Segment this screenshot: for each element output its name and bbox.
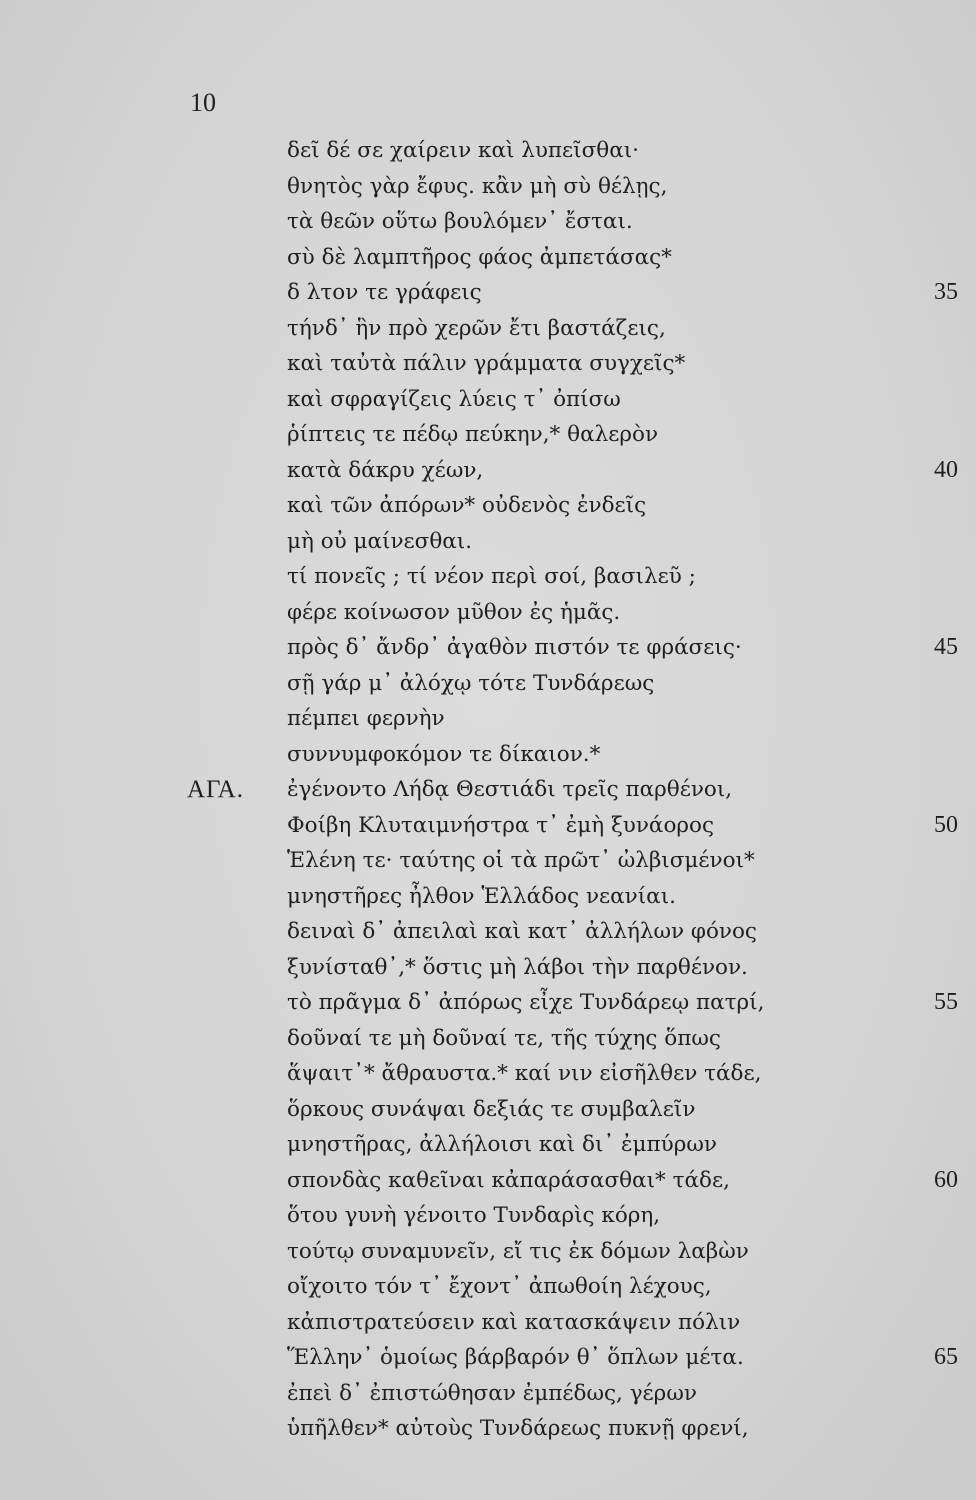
verse-line: [0, 737, 976, 773]
verse-text-line: συννυμφοκόμον τε δίκαιον.*: [287, 741, 601, 767]
verse-text-line: ὅτου γυνὴ γένοιτο Τυνδαρὶς κόρη,: [287, 1203, 661, 1228]
verse-text-line: Ἑλένη τε· ταύτης οἱ τὰ πρῶτ᾽ ὠλβισμένοι*: [287, 848, 755, 873]
verse-line: [0, 559, 976, 595]
verse-line: [0, 1056, 976, 1092]
verse-line: [0, 1376, 976, 1412]
verse-text-line: κατὰ δάκρυ χέων,: [287, 457, 484, 483]
verse-text-line: οἴχοιτο τόν τ᾽ ἔχοντ᾽ ἀπωθοίη λέχους,: [287, 1274, 712, 1299]
verse-text-line: πέμπει φερνὴν: [287, 706, 445, 731]
verse-line: [0, 1305, 976, 1341]
verse-line: [0, 1021, 976, 1057]
line-number: 40: [934, 456, 958, 483]
verse-text-line: Φοίβη Κλυταιμνήστρα τ᾽ ἐμὴ ξυνάορος: [287, 812, 715, 838]
speaker-label: ΑΓΑ.: [187, 776, 244, 803]
verse-text-line: ἐγένοντο Λήδᾳ Θεστιάδι τρεῖς παρθένοι,: [287, 777, 733, 802]
verse-line: [0, 1092, 976, 1128]
line-number: 45: [934, 634, 958, 660]
verse-text-line: φέρε κοίνωσον μῦθον ἐς ἡμᾶς.: [287, 599, 621, 625]
verse-text-line: καὶ σφραγίζεις λύεις τ᾽ ὀπίσω: [287, 386, 621, 412]
verse-text-line: ἅψαιτ᾽* ἄθραυστα.* καί νιν εἰσῆλθεν τάδε,: [287, 1061, 762, 1086]
line-number: 60: [934, 1166, 958, 1193]
verse-text-line: ἐπεὶ δ᾽ ἐπιστώθησαν ἐμπέδως, γέρων: [287, 1380, 697, 1406]
verse-line: [0, 240, 976, 276]
verse-text-line: σῇ γάρ μ᾽ ἀλόχῳ τότε Τυνδάρεως: [287, 670, 655, 696]
verse-line: [0, 1234, 976, 1270]
verse-text-line: μνηστῆρες ἦλθον Ἑλλάδος νεανίαι.: [287, 883, 676, 909]
verse-line: [0, 1411, 976, 1447]
verse-text-line: ὅρκους συνάψαι δεξιάς τε συμβαλεῖν: [287, 1096, 696, 1122]
verse-text-line: μνηστῆρας, ἀλλήλοισι καὶ δι᾽ ἐμπύρων: [287, 1132, 717, 1157]
verse-line: [0, 595, 976, 631]
verse-text-line: δειναὶ δ᾽ ἀπειλαὶ καὶ κατ᾽ ἀλλήλων φόνος: [287, 919, 757, 944]
verse-line: [0, 488, 976, 524]
verse-line: [0, 701, 976, 737]
verse-line: [0, 1269, 976, 1305]
verse-text-line: δοῦναί τε μὴ δοῦναί τε, τῆς τύχης ὅπως: [287, 1025, 721, 1051]
verse-line: [0, 417, 976, 453]
verse-text-line: τί πονεῖς ; τί νέον περὶ σοί, βασιλεῦ ;: [287, 564, 696, 589]
verse-line: [0, 169, 976, 205]
verse-text-line: τήνδ᾽ ἣν πρὸ χερῶν ἔτι βαστάζεις,: [287, 315, 666, 341]
verse-line: [0, 914, 976, 950]
verse-line: [0, 879, 976, 915]
verse-text-line: θνητὸς γὰρ ἔφυς. κἂν μὴ σὺ θέλῃς,: [287, 173, 668, 199]
verse-text-line: σὺ δὲ λαμπτῆρος φάος ἀμπετάσας*: [287, 244, 672, 270]
verse-line: [0, 346, 976, 382]
verse-text-line: ῥίπτεις τε πέδῳ πεύκην,* θαλερὸν: [287, 422, 659, 447]
verse-text: [0, 133, 976, 1447]
verse-line: [0, 843, 976, 879]
verse-text-line: σπονδὰς καθεῖναι κἀπαράσασθαι* τάδε,: [287, 1167, 730, 1193]
line-number: 50: [934, 811, 958, 838]
verse-line: [0, 133, 976, 169]
verse-line: [0, 311, 976, 347]
verse-text-line: δεῖ δέ σε χαίρειν καὶ λυπεῖσθαι·: [287, 138, 640, 163]
verse-text-line: μὴ οὐ μαίνεσθαι.: [287, 528, 473, 554]
verse-text-line: τὸ πρᾶγμα δ᾽ ἀπόρως εἶχε Τυνδάρεῳ πατρί,: [287, 990, 765, 1015]
verse-line: [0, 666, 976, 702]
verse-text-line: πρὸς δ᾽ ἄνδρ᾽ ἀγαθὸν πιστόν τε φράσεις·: [287, 635, 742, 660]
verse-text-line: κἀπιστρατεύσειν καὶ κατασκάψειν πόλιν: [287, 1309, 741, 1335]
line-number: 35: [934, 279, 958, 305]
verse-text-line: τὰ θεῶν οὕτω βουλόμεν᾽ ἔσται.: [287, 209, 633, 234]
line-number: 55: [934, 989, 958, 1015]
verse-line: [0, 382, 976, 418]
line-number: 65: [934, 1344, 958, 1370]
verse-line: [0, 524, 976, 560]
verse-text-line: τούτῳ συναμυνεῖν, εἴ τις ἐκ δόμων λαβὼν: [287, 1238, 749, 1264]
verse-line: [0, 808, 976, 844]
verse-text-line: καὶ τῶν ἀπόρων* οὐδενὸς ἐνδεῖς: [287, 493, 647, 518]
verse-text-line: Ἕλλην᾽ ὁμοίως βάρβαρόν θ᾽ ὅπλων μέτα.: [287, 1345, 744, 1370]
verse-line: [0, 950, 976, 986]
verse-text-line: καὶ ταὐτὰ πάλιν γράμματα συγχεῖς*: [287, 351, 686, 376]
verse-line: [0, 275, 976, 311]
verse-line: [0, 772, 976, 808]
verse-line: [0, 204, 976, 240]
verse-text-line: ὑπῆλθεν* αὐτοὺς Τυνδάρεως πυκνῇ φρενί,: [287, 1416, 749, 1441]
verse-line: [0, 1127, 976, 1163]
verse-text-line: δ λτον τε γράφεις: [287, 280, 482, 305]
verse-line: [0, 1198, 976, 1234]
verse-line: [0, 1163, 976, 1199]
verse-line: [0, 985, 976, 1021]
verse-line: [0, 453, 976, 489]
verse-line: [0, 630, 976, 666]
verse-text-line: ξυνίσταθ᾽,* ὅστις μὴ λάβοι τὴν παρθένον.: [287, 954, 748, 980]
verse-line: [0, 1340, 976, 1376]
page-number: 10: [190, 88, 216, 117]
